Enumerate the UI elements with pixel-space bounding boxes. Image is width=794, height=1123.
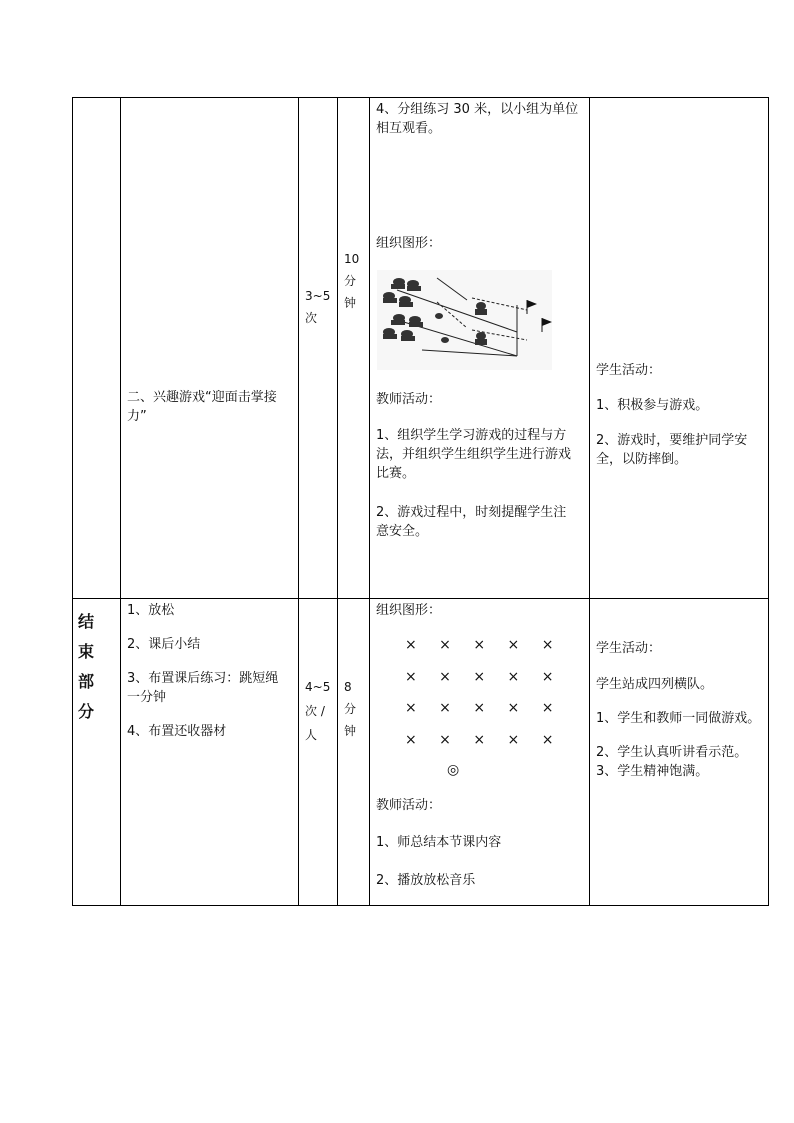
col-divider-1 xyxy=(120,97,121,906)
game-teacher-item-1 xyxy=(376,426,588,483)
game-teacher-item-2 xyxy=(376,503,588,541)
end-count-cell xyxy=(305,675,337,747)
end-content-3-line-1: 3、布置课后练习：跳短绳 xyxy=(127,671,279,686)
game-student-cell xyxy=(596,361,766,469)
student-item-1: 1、积极参与游戏。 xyxy=(596,398,709,413)
end-time-value: 8 xyxy=(344,680,352,694)
practice-line-2: 相互观看。 xyxy=(376,121,442,136)
end-content-1: 1、放松 xyxy=(127,603,175,618)
col-divider-2 xyxy=(298,97,299,906)
table-border-left xyxy=(72,97,73,906)
row-divider xyxy=(72,598,769,599)
end-student-item-3: 3、学生精神饱满。 xyxy=(596,764,709,779)
game-time-unit-2: 钟 xyxy=(344,296,357,310)
end-student-cell xyxy=(596,639,766,781)
game-method-cell xyxy=(376,100,588,138)
table-border-top xyxy=(72,97,769,98)
section-char-3: 部 xyxy=(78,672,95,691)
end-teacher-title: 教师活动： xyxy=(376,798,442,813)
end-time-unit-1: 分 xyxy=(344,702,357,716)
teacher-item-2-line-1: 2、游戏过程中，时刻提醒学生注 xyxy=(376,505,567,520)
teacher-item-1-line-1: 1、组织学生学习游戏的过程与方 xyxy=(376,428,567,443)
practice-line-1: 4、分组练习 30 米，以小组为单位 xyxy=(376,102,579,117)
table-border-right xyxy=(768,97,769,906)
col-divider-5 xyxy=(589,97,590,906)
end-content-3-line-2: 一分钟 xyxy=(127,690,167,705)
section-char-1: 结 xyxy=(78,612,95,631)
game-content-cell xyxy=(127,388,297,426)
end-content-4: 4、布置还收器材 xyxy=(127,724,227,739)
formation-row-4: × × × × × xyxy=(405,732,563,748)
game-diagram-title: 组织图形： xyxy=(376,236,442,251)
formation-row-2: × × × × × xyxy=(405,669,563,685)
end-content-cell xyxy=(127,601,297,741)
end-time-unit-2: 钟 xyxy=(344,724,357,738)
game-time-unit-1: 分 xyxy=(344,274,357,288)
relay-diagram-svg xyxy=(377,270,552,370)
teacher-item-1-line-2: 法，并组织学生组织学生进行游戏 xyxy=(376,447,572,462)
end-count-unit-2: 人 xyxy=(305,728,318,742)
teacher-position-mark: ◎ xyxy=(447,762,460,778)
game-count-unit: 次 xyxy=(305,311,318,325)
end-count-unit-1: 次 / xyxy=(305,704,325,718)
end-teacher-item-2: 2、播放放松音乐 xyxy=(376,873,476,888)
section-char-2: 束 xyxy=(78,642,95,661)
col-divider-3 xyxy=(337,97,338,906)
end-student-item-1: 1、学生和教师一同做游戏。 xyxy=(596,711,761,726)
teacher-item-1-line-3: 比赛。 xyxy=(376,466,416,481)
game-count-cell xyxy=(305,285,335,329)
end-teacher-item-1: 1、师总结本节课内容 xyxy=(376,835,502,850)
relay-diagram-image xyxy=(377,270,552,370)
student-title: 学生活动： xyxy=(596,363,662,378)
end-count-value: 4~5 xyxy=(305,680,331,694)
game-title-line-2: 力” xyxy=(127,409,147,424)
teacher-item-2-line-2: 意安全。 xyxy=(376,524,429,539)
end-student-title: 学生活动： xyxy=(596,641,662,656)
end-diagram-title: 组织图形： xyxy=(376,603,442,618)
col-divider-4 xyxy=(369,97,370,906)
game-teacher-title: 教师活动： xyxy=(376,392,442,407)
formation-row-1: × × × × × xyxy=(405,637,563,653)
end-student-item-0: 学生站成四列横队。 xyxy=(596,677,714,692)
end-time-cell xyxy=(344,676,368,742)
end-content-2: 2、课后小结 xyxy=(127,637,201,652)
table-border-bottom xyxy=(72,905,769,906)
game-time-value: 10 xyxy=(344,252,360,266)
game-count-value: 3~5 xyxy=(305,289,331,303)
formation-row-3: × × × × × xyxy=(405,700,563,716)
student-item-2-line-1: 2、游戏时，要维护同学安 xyxy=(596,433,748,448)
end-student-item-2: 2、学生认真听讲看示范。 xyxy=(596,745,748,760)
section-char-4: 分 xyxy=(78,702,95,721)
game-title-line-1: 二、兴趣游戏“迎面击掌接 xyxy=(127,390,277,405)
student-item-2-line-2: 全，以防摔倒。 xyxy=(596,452,688,467)
game-time-cell xyxy=(344,248,368,314)
section-label-end xyxy=(78,612,100,732)
